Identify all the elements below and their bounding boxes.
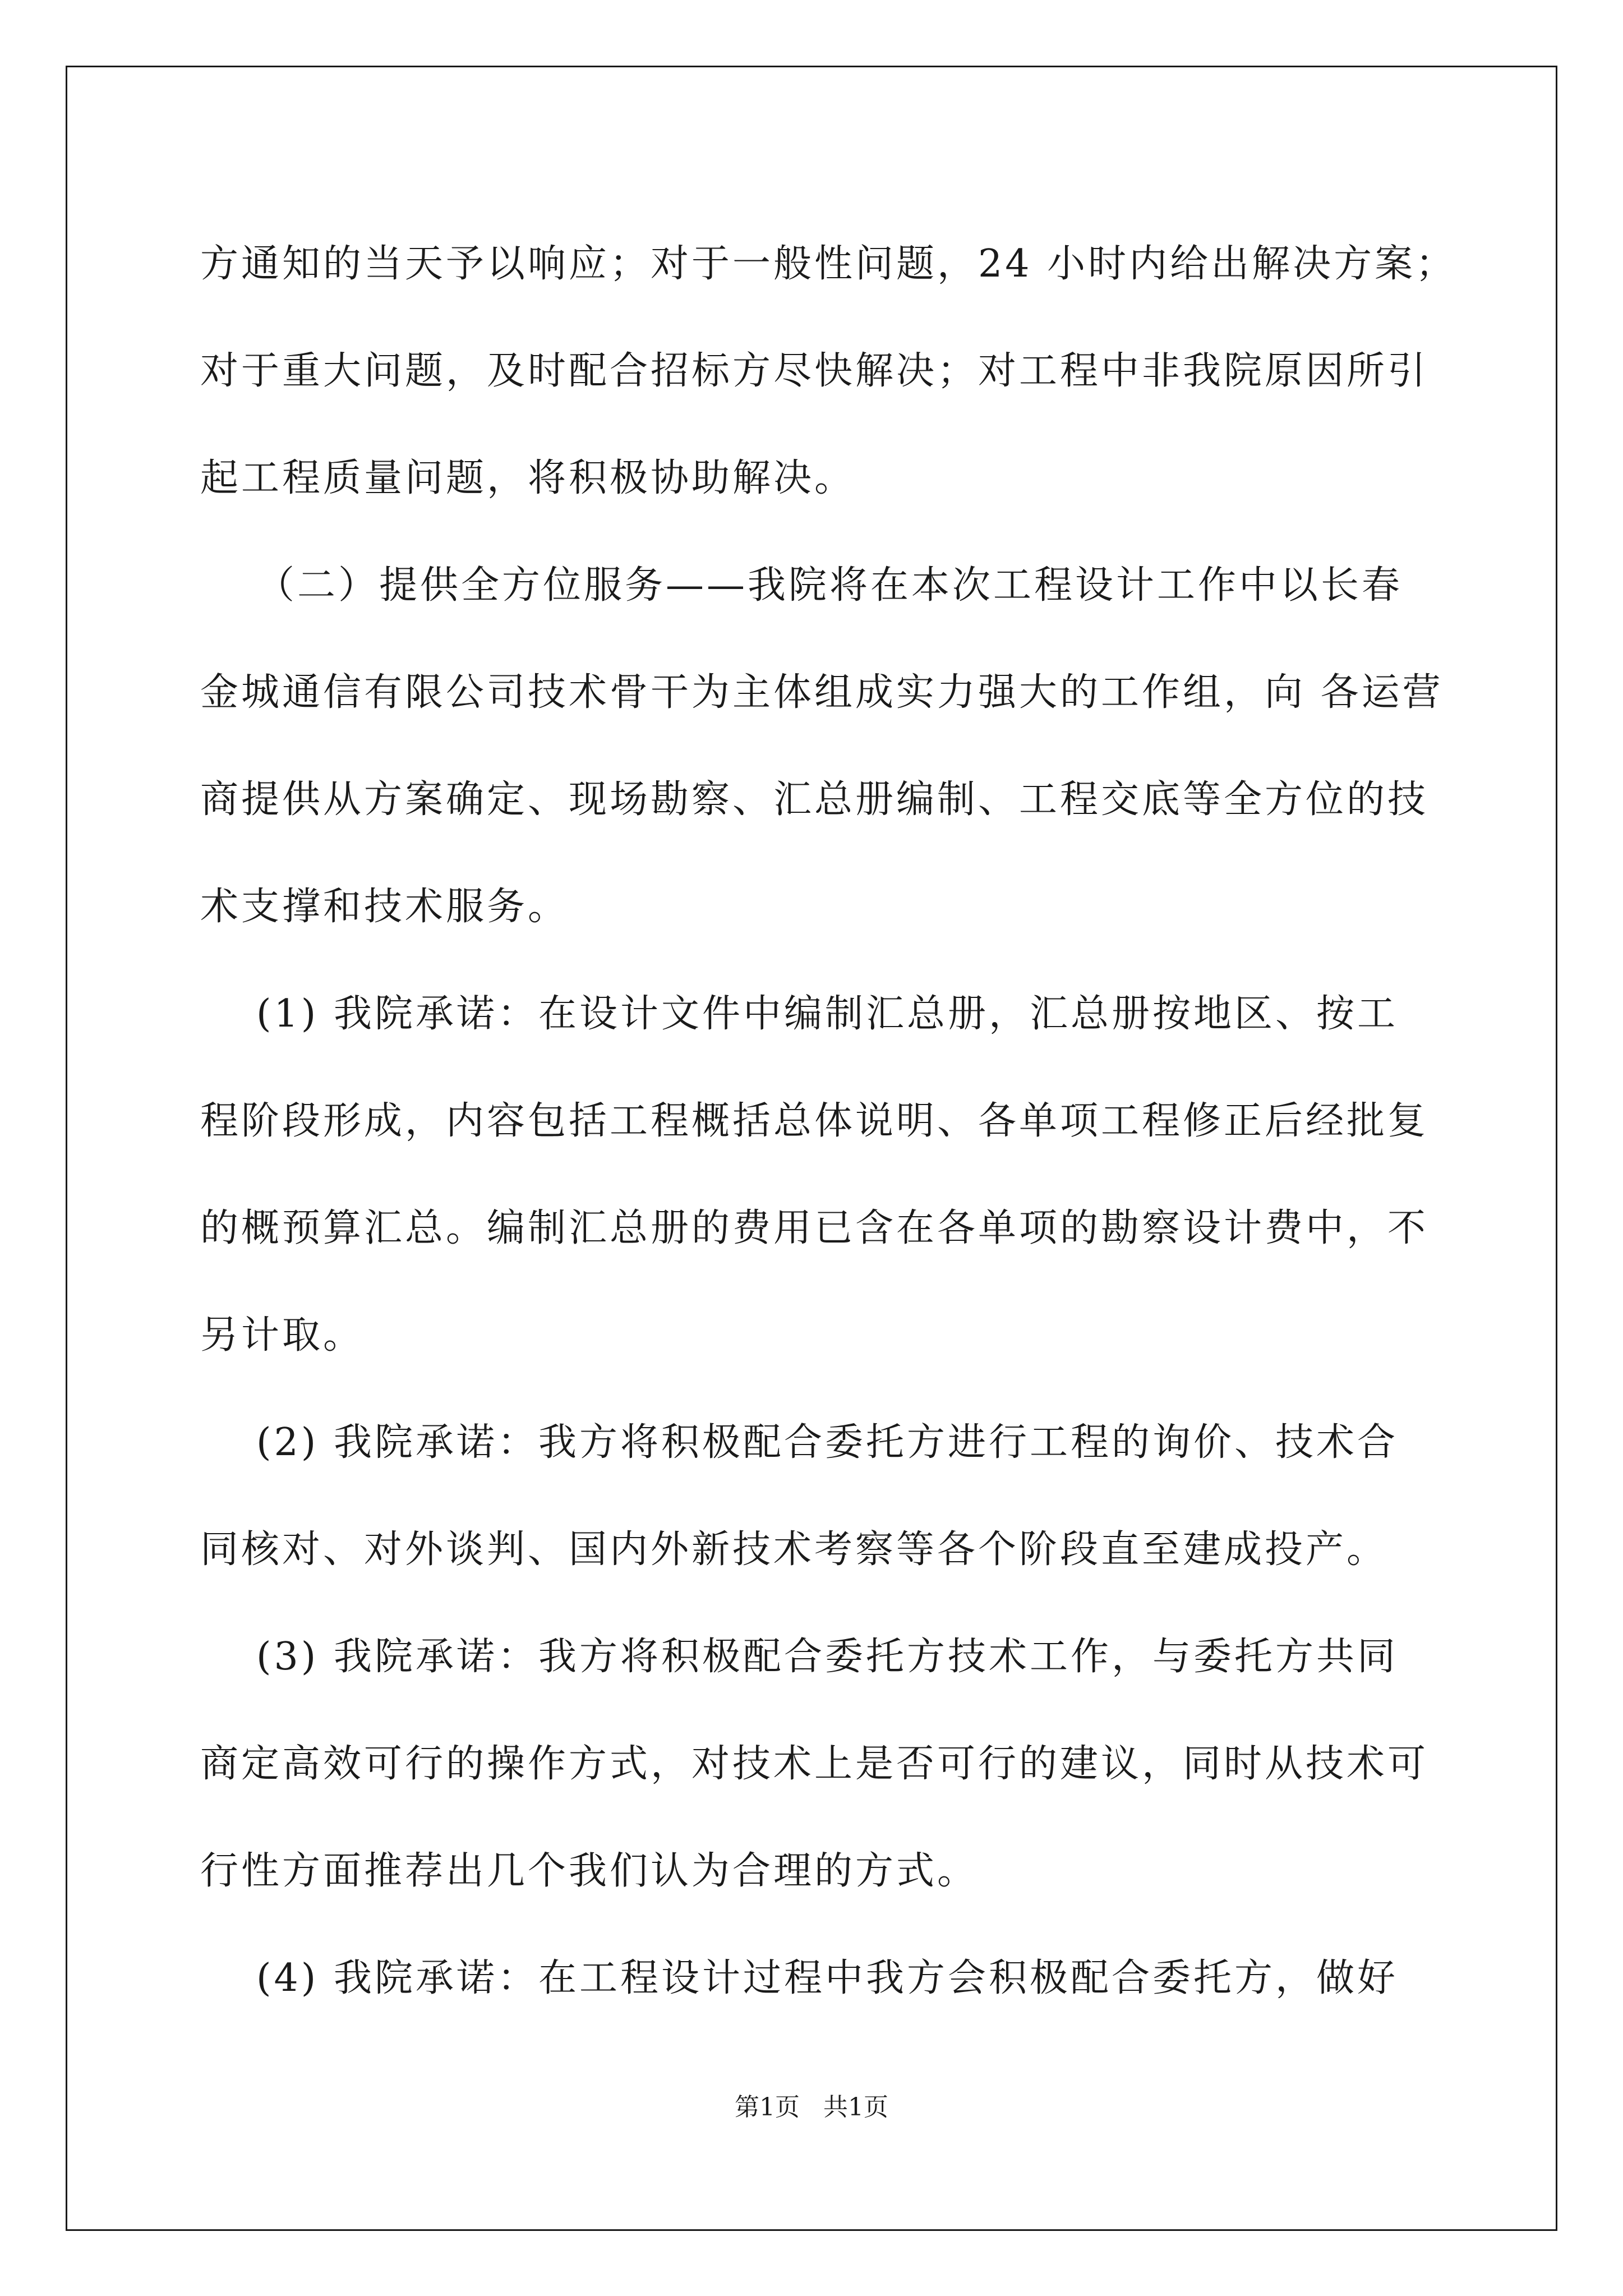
text-line: (3) 我院承诺：我方将积极配合委托方技术工作，与委托方共同	[256, 1635, 1398, 1679]
text-line: 商提供从方案确定、现场勘察、汇总册编制、工程交底等全方位的技	[200, 777, 1429, 822]
text-line: 同核对、对外谈判、国内外新技术考察等各个阶段直至建成投产。	[200, 1527, 1388, 1572]
page-footer: 第1页 共1页	[735, 2093, 888, 2122]
text-line: 的概预算汇总。编制汇总册的费用已含在各单项的勘察设计费中，不	[200, 1206, 1429, 1250]
text-line: (2) 我院承诺：我方将积极配合委托方进行工程的询价、技术合	[256, 1420, 1398, 1465]
text-line: 行性方面推荐出几个我们认为合理的方式。	[200, 1849, 979, 1893]
text-line: （二）提供全方位服务——我院将在本次工程设计工作中以长春	[256, 563, 1403, 608]
text-line: 商定高效可行的操作方式，对技术上是否可行的建议，同时从技术可	[200, 1742, 1429, 1786]
text-line: 起工程质量问题，将积极协助解决。	[200, 456, 856, 500]
text-line: (4) 我院承诺：在工程设计过程中我方会积极配合委托方，做好	[256, 1956, 1398, 2000]
text-line: 程阶段形成，内容包括工程概括总体说明、各单项工程修正后经批复	[200, 1099, 1429, 1143]
text-line: 方通知的当天予以响应；对于一般性问题，24 小时内给出解决方案；	[200, 242, 1457, 286]
document-body	[200, 210, 1457, 2032]
text-line: (1) 我院承诺：在设计文件中编制汇总册，汇总册按地区、按工	[256, 992, 1398, 1036]
text-line: 另计取。	[200, 1313, 365, 1358]
text-line: 术支撑和技术服务。	[200, 885, 569, 929]
text-line: 对于重大问题，及时配合招标方尽快解决；对工程中非我院原因所引	[200, 349, 1429, 393]
text-line: 金城通信有限公司技术骨干为主体组成实力强大的工作组，向 各运营	[200, 670, 1444, 715]
